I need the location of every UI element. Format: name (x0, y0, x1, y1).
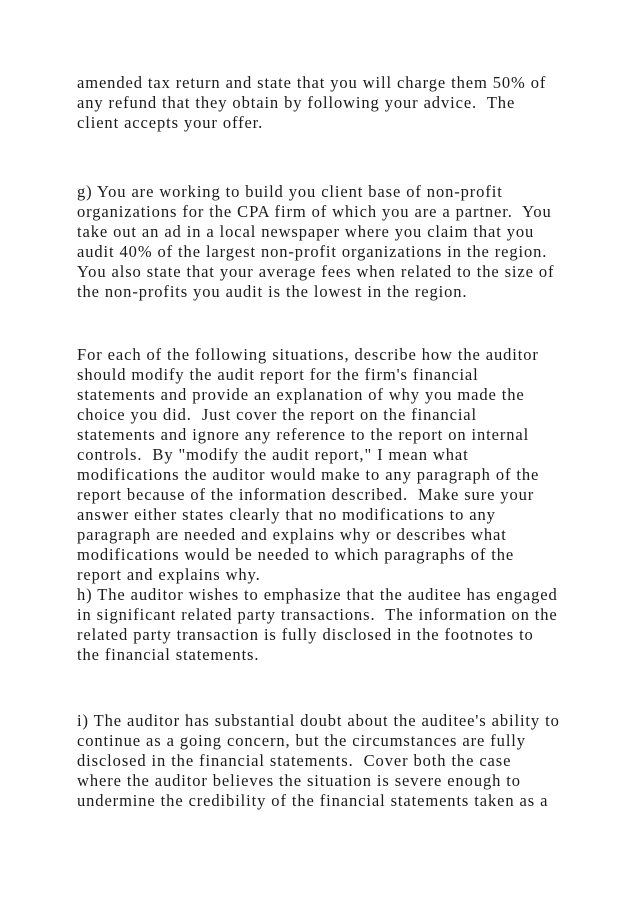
text-line: continue as a going concern, but the circumstances are fully (77, 731, 526, 750)
text-line: take out an ad in a local newspaper where you claim that you (77, 222, 535, 241)
text-line: the financial statements. (77, 645, 260, 664)
text-line: client accepts your offer. (77, 113, 264, 132)
text-line: related party transaction is fully disclosed in the footnotes to (77, 625, 534, 644)
text-line: where the auditor believes the situation is severe enough to (77, 771, 521, 790)
text-line: undermine the credibility of the financial statements taken as a (77, 791, 549, 810)
text-line: audit 40% of the largest non-profit organizations in the region. (77, 242, 548, 261)
text-line: controls. By "modify the audit report," I mean what (77, 445, 469, 464)
text-line: report because of the information described. Make sure your (77, 485, 535, 504)
text-line: modifications would be needed to which paragraphs of the (77, 545, 515, 564)
text-line: report and explains why. (77, 565, 261, 584)
text-line: disclosed in the financial statements. Cover both the case (77, 751, 512, 770)
text-line: g) You are working to build you client base of non-profit (77, 182, 503, 201)
text-line: modifications the auditor would make to any paragraph of the (77, 465, 540, 484)
text-line: amended tax return and state that you will charge them 50% of (77, 73, 547, 92)
paragraph-g (77, 182, 597, 302)
text-line: statements and ignore any reference to the report on internal (77, 425, 530, 444)
text-line: organizations for the CPA firm of which you are a partner. You (77, 202, 552, 221)
text-line: You also state that your average fees when related to the size of (77, 262, 555, 281)
text-line: h) The auditor wishes to emphasize that the auditee has engaged (77, 585, 558, 604)
text-line: any refund that they obtain by following your advice. The (77, 93, 516, 112)
text-line: paragraph are needed and explains why or describes what (77, 525, 507, 544)
paragraph-i (77, 711, 597, 811)
text-line: i) The auditor has substantial doubt about the auditee's ability to (77, 711, 560, 730)
paragraph-f-continuation (77, 73, 597, 133)
text-line: For each of the following situations, describe how the auditor (77, 345, 539, 364)
text-line: the non-profits you audit is the lowest in the region. (77, 282, 468, 301)
text-line: should modify the audit report for the firm's financial (77, 365, 479, 384)
text-line: answer either states clearly that no modifications to any (77, 505, 496, 524)
text-line: in significant related party transactions. The information on the (77, 605, 558, 624)
text-line: choice you did. Just cover the report on the financial (77, 405, 478, 424)
text-line: statements and provide an explanation of why you made the (77, 385, 525, 404)
instructions-and-paragraph-h (77, 345, 597, 665)
